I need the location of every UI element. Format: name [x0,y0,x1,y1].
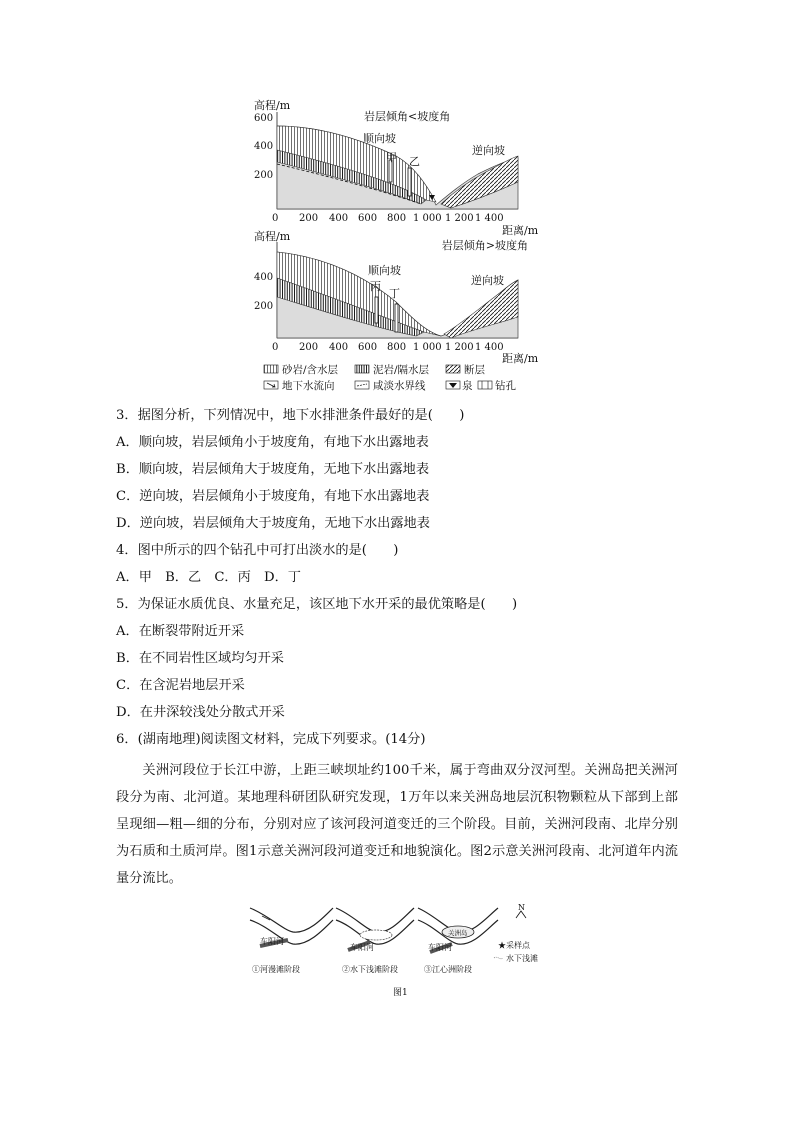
borehole-yi [408,168,411,196]
question-5-option-b: B．在不同岩性区域均匀开采 [116,651,284,666]
north-arrow-label: N [518,903,525,912]
question-5-option-c: C．在含泥岩地层开采 [116,678,245,693]
upper-x-axis-label: 距离/m [502,224,539,237]
stage-2-label: ②水下浅滩阶段 [342,965,398,974]
north-arrow-icon [516,911,526,918]
figure-1-caption: 图1 [393,988,408,998]
question-5-option-a: A．在断裂带附近开采 [116,624,245,639]
legend-mudstone-label: 泥岩/隔水层 [373,364,430,376]
stage-1-label: ①河漫滩阶段 [252,965,300,974]
upper-panel-title: 岩层倾角<坡度角 [364,110,451,123]
upper-panel [254,98,539,237]
svg-text:1 400: 1 400 [475,213,504,224]
lower-y-tick: 200 [254,301,274,312]
svg-text:1 000: 1 000 [413,213,442,224]
question-5-stem: 5．为保证水质优良、水量充足，该区地下水开采的最优策略是( ) [116,597,518,612]
svg-text:600: 600 [358,342,378,353]
lower-panel-title: 岩层倾角>坡度角 [441,239,528,252]
svg-text:800: 800 [387,342,407,353]
legend-borehole-swatch [478,381,492,389]
svg-text:1 400: 1 400 [475,342,504,353]
legend-saline-label: 咸淡水界线 [373,380,426,392]
svg-text:400: 400 [329,342,349,353]
lower-x-ticks [272,342,504,353]
legend-flow-label: 地下水流向 [282,380,335,392]
svg-text:600: 600 [358,213,378,224]
question-3-stem: 3．据图分析，下列情况中，地下水排泄条件最好的是( ) [116,408,465,423]
lower-counter-slope-label: 逆向坡 [471,274,504,287]
question-4-stem: 4．图中所示的四个钻孔中可打出淡水的是( ) [116,543,399,558]
stage-1-river-label: 车阳河 [260,937,284,946]
label-jia: 甲 [386,151,397,164]
question-3-option-b: B．顺向坡，岩层倾角大于坡度角，无地下水出露地表 [116,462,430,477]
svg-text:200: 200 [299,342,319,353]
svg-text:200: 200 [299,213,319,224]
svg-text:0: 0 [272,213,279,224]
svg-text:0: 0 [272,342,279,353]
borehole-bing [375,297,378,323]
figure-1-river-evolution [248,900,558,1000]
question-6-stem: 6．(湖南地理)阅读图文材料，完成下列要求。(14分) [116,732,426,747]
legend-saline-swatch [355,381,369,389]
borehole-ding [395,304,398,332]
legend-borehole-label: 钻孔 [495,380,516,392]
figure-legend [264,363,516,392]
stage-3-river-label: 车阳河 [428,943,452,952]
upper-y-tick: 400 [254,141,274,152]
label-yi: 乙 [409,155,420,168]
svg-text:400: 400 [329,213,349,224]
figure-1-legend [494,903,538,963]
geology-cross-section-figure [246,92,556,397]
question-6-paragraph: 关洲河段位于长江中游，上距三峡坝址约100千米，属于弯曲双分汊河型。关洲岛把关洲河段分为南、北河道。某地理科研团队研究发现，1万年以来关洲岛地层沉积物颗粒从下部到上部呈现细—粗—细的分布，分别对应了该河段河道变迁的三个阶段。目前，关洲河段南、北岸分别为石质和土质河岸。图1示意关洲河段河道变迁和地貌演化。图2示意关洲河段南、北河道年内流量分流比。 [116,763,678,886]
svg-text:800: 800 [387,213,407,224]
legend-spring-label: 泉 [462,380,473,392]
svg-text:1 200: 1 200 [445,342,474,353]
stage-3-label: ③江心洲阶段 [424,965,472,974]
legend-sandstone-label: 砂岩/含水层 [282,364,339,376]
legend-shoal: 水下浅滩 [506,954,538,963]
stage-1-diagram [250,908,333,974]
lower-along-slope-label: 顺向坡 [368,264,401,277]
stage-2-diagram [336,908,414,974]
legend-sample-point: ★采样点 [498,941,530,950]
upper-x-ticks [272,213,504,224]
question-3-option-a: A．顺向坡，岩层倾角小于坡度角，有地下水出露地表 [116,435,429,450]
upper-y-tick: 600 [254,113,274,124]
upper-counter-slope-label: 逆向坡 [472,144,505,157]
svg-text:1 000: 1 000 [413,342,442,353]
lower-y-axis-label: 高程/m [254,230,291,243]
island-label: 关洲岛 [448,929,468,937]
stage-3-diagram [418,908,498,974]
question-5-option-d: D．在井深较浅处分散式开采 [116,705,285,720]
question-4-options: A．甲 B．乙 C．丙 D．丁 [116,570,301,585]
legend-mudstone-swatch [355,365,369,373]
svg-text:1 200: 1 200 [445,213,474,224]
label-bing: 丙 [370,280,381,293]
label-ding: 丁 [389,287,400,300]
upper-along-slope-label: 顺向坡 [363,132,396,145]
lower-y-tick: 400 [254,272,274,283]
upper-y-tick: 200 [254,170,274,181]
legend-fault-swatch [446,365,460,373]
legend-sandstone-swatch [264,365,278,373]
legend-fault-label: 断层 [464,364,485,376]
upper-y-axis-label: 高程/m [254,99,291,112]
stage-2-river-label: 车阳河 [350,943,374,952]
lower-panel [254,229,539,365]
question-3-option-d: D．逆向坡，岩层倾角大于坡度角，无地下水出露地表 [116,516,430,531]
question-3-option-c: C．逆向坡，岩层倾角小于坡度角，有地下水出露地表 [116,489,430,504]
lower-x-axis-label: 距离/m [502,352,539,365]
